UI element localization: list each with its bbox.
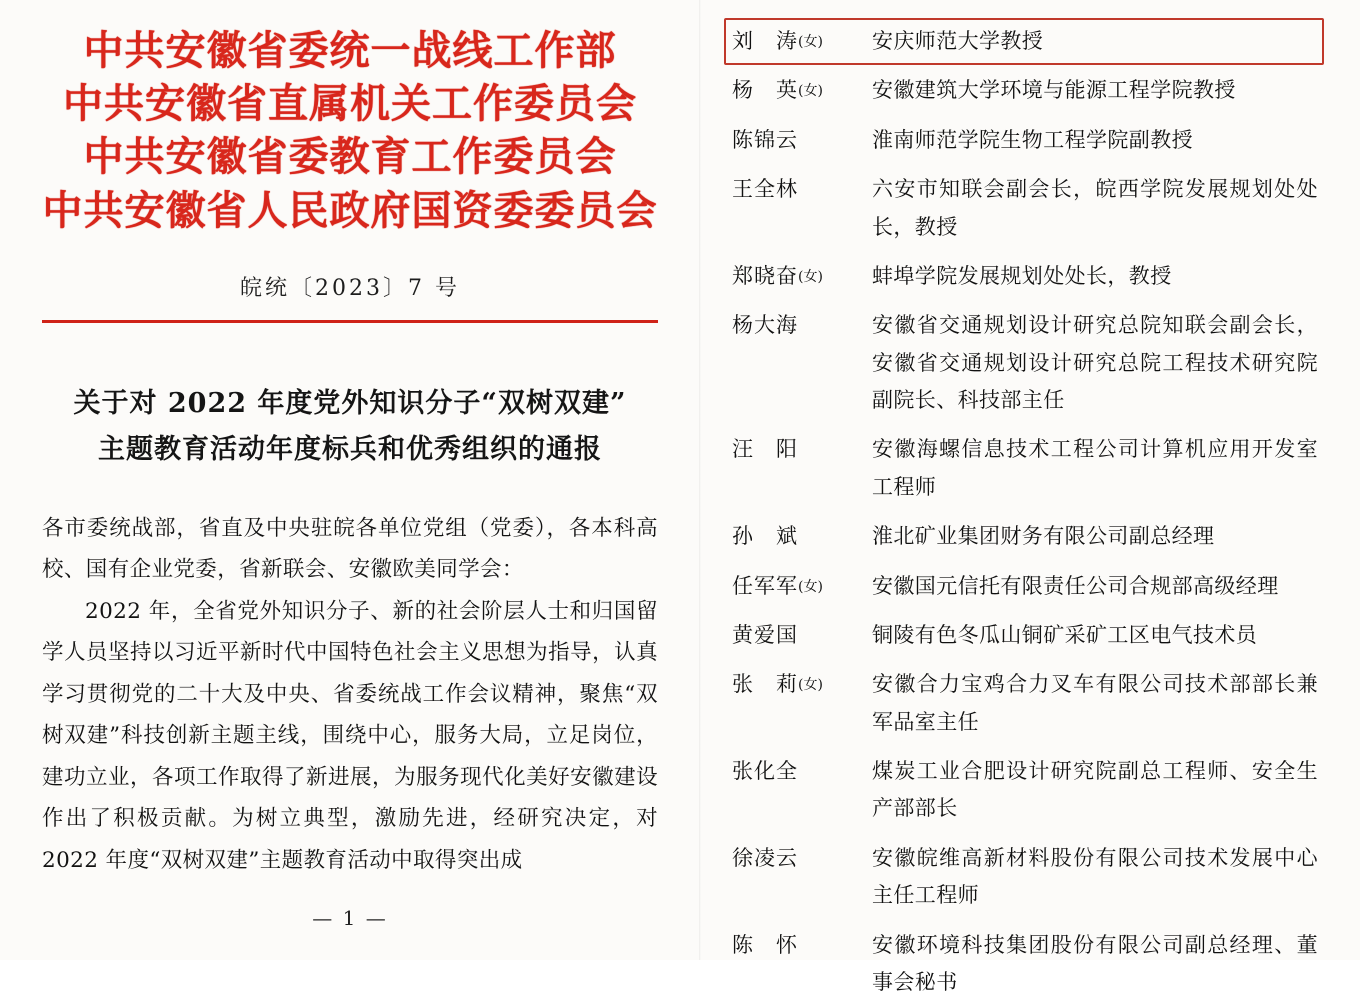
honoree-name: 陈锦云 [732,122,872,159]
honoree-name: 张化全 [732,753,872,790]
list-item [724,117,1324,164]
issuer-line-2: 中共安徽省直属机关工作委员会 [0,77,700,130]
red-divider-rule [42,320,658,323]
list-item [724,67,1324,114]
document-title [52,381,648,474]
honoree-name: 刘 涛(女) [732,23,872,60]
list-item [724,835,1324,920]
honoree-name: 徐凌云 [732,840,872,877]
left-page [0,0,700,960]
honoree-name: 黄爱国 [732,617,872,654]
body-paragraph-1: 2022 年，全省党外知识分子、新的社会阶层人士和归国留学人员坚持以习近平新时代中国特色社会主义思想为指导，认真学习贯彻党的二十大及中央、省委统战工作会议精神，聚焦“双树双建”科技创新主题主线，围绕中心，服务大局，立足岗位，建功立业，各项工作取得了新进展，为服务现代化美好安徽建设作出了积极贡献。为树立典型，激励先进，经研究决定，对 2022 年度“双树双建”主题教育活动中取得突出成 [42,591,658,881]
list-item [724,253,1324,300]
list-item [724,661,1324,746]
body-paragraph-salutation: 各市委统战部，省直及中央驻皖各单位党组（党委），各本科高校、国有企业党委，省新联会、安徽欧美同学会： [42,508,658,591]
honoree-name: 任军军(女) [732,568,872,605]
gender-marker: (女) [798,579,823,595]
honoree-title: 安徽环境科技集团股份有限公司副总经理、董事会秘书 [872,927,1318,1002]
list-item [724,426,1324,511]
list-item [724,302,1324,424]
gender-marker: (女) [798,83,823,99]
honoree-title: 安徽建筑大学环境与能源工程学院教授 [872,72,1318,109]
honoree-name: 张 莉(女) [732,666,872,703]
list-item [724,513,1324,560]
list-item [724,748,1324,833]
gender-marker: (女) [798,269,823,285]
honoree-title: 煤炭工业合肥设计研究院副总工程师、安全生产部部长 [872,753,1318,828]
honoree-title: 安徽合力宝鸡合力叉车有限公司技术部部长兼军品室主任 [872,666,1318,741]
issuer-line-1: 中共安徽省委统一战线工作部 [0,24,700,77]
honoree-title: 淮南师范学院生物工程学院副教授 [872,122,1318,159]
document-issuer-header [0,24,700,237]
honoree-title: 蚌埠学院发展规划处处长，教授 [872,258,1318,295]
honoree-name: 杨 英(女) [732,72,872,109]
document-title-line-2: 主题教育活动年度标兵和优秀组织的通报 [52,427,648,473]
honoree-title: 安徽省交通规划设计研究总院知联会副会长，安徽省交通规划设计研究总院工程技术研究院副院长、科技部主任 [872,307,1318,419]
honoree-list [724,18,1324,1006]
honoree-name: 陈 怀 [732,927,872,964]
list-item [724,166,1324,251]
issuer-line-4: 中共安徽省人民政府国资委委员会 [0,184,700,237]
honoree-title: 淮北矿业集团财务有限公司副总经理 [872,518,1318,555]
honoree-title: 安徽海螺信息技术工程公司计算机应用开发室工程师 [872,431,1318,506]
list-item [724,922,1324,1006]
page-number: — 1 — [0,906,700,930]
honoree-name: 孙 斌 [732,518,872,555]
honoree-name: 郑晓奋(女) [732,258,872,295]
honoree-name: 杨大海 [732,307,872,344]
honoree-title: 安徽皖维高新材料股份有限公司技术发展中心主任工程师 [872,840,1318,915]
list-item [724,563,1324,610]
honoree-name: 王全林 [732,171,872,208]
list-item [724,18,1324,65]
honoree-name: 汪 阳 [732,431,872,468]
honoree-title: 安徽国元信托有限责任公司合规部高级经理 [872,568,1318,605]
honoree-title: 六安市知联会副会长，皖西学院发展规划处处长，教授 [872,171,1318,246]
gender-marker: (女) [798,677,823,693]
honoree-title: 安庆师范大学教授 [872,23,1318,60]
issuer-line-3: 中共安徽省委教育工作委员会 [0,130,700,183]
document-title-line-1: 关于对 2022 年度党外知识分子“双树双建” [52,381,648,427]
list-item [724,612,1324,659]
right-page [700,0,1360,960]
document-body [42,508,658,881]
honoree-title: 铜陵有色冬瓜山铜矿采矿工区电气技术员 [872,617,1318,654]
gender-marker: (女) [798,34,823,50]
document-number: 皖统〔2023〕7 号 [0,271,700,302]
